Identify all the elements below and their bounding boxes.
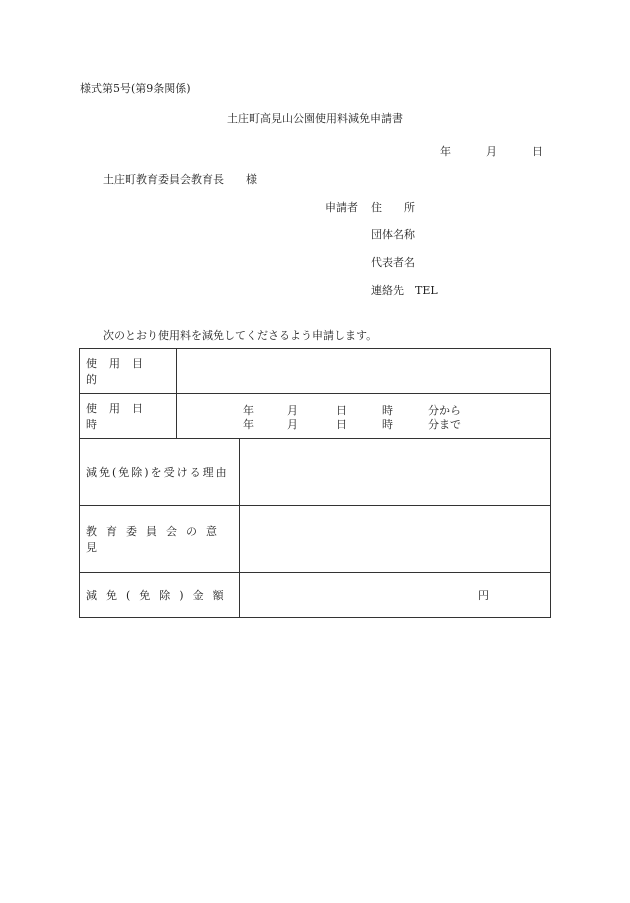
page-title: 土庄町高見山公園使用料減免申請書 — [227, 112, 403, 125]
applicant-organization: 団体名称 — [371, 228, 415, 241]
form-number: 様式第5号(第9条関係) — [80, 82, 191, 95]
to-year: 年 — [243, 418, 254, 431]
date-day: 日 — [532, 145, 543, 158]
from-day: 日 — [336, 404, 347, 417]
purpose-label: 使用目的 — [80, 349, 177, 393]
date-month: 月 — [486, 145, 497, 158]
amount-unit: 円 — [478, 589, 489, 602]
from-minute: 分から — [428, 404, 461, 417]
to-month: 月 — [287, 418, 298, 431]
row-reason — [80, 439, 550, 506]
amount-label: 減免(免除)金額 — [80, 573, 240, 617]
date-year: 年 — [440, 145, 451, 158]
datetime-from — [80, 402, 550, 416]
application-table — [79, 348, 551, 618]
row-datetime — [80, 394, 550, 439]
reason-label: 減免(免除)を受ける理由 — [80, 439, 240, 505]
applicant-address: 住 所 — [371, 201, 415, 214]
to-day: 日 — [336, 418, 347, 431]
request-text: 次のとおり使用料を減免してくださるよう申請します。 — [103, 329, 378, 342]
datetime-to — [80, 416, 550, 430]
applicant-representative: 代表者名 — [371, 256, 415, 269]
row-amount — [80, 573, 550, 617]
to-hour: 時 — [382, 418, 393, 431]
from-month: 月 — [287, 404, 298, 417]
from-hour: 時 — [382, 404, 393, 417]
opinion-label: 教育委員会の意見 — [80, 506, 240, 572]
from-year: 年 — [243, 404, 254, 417]
date-line — [440, 143, 543, 159]
addressee: 土庄町教育委員会教育長 様 — [103, 173, 257, 186]
applicant-label: 申請者 — [325, 201, 358, 214]
to-minute: 分まで — [428, 418, 461, 431]
row-opinion — [80, 506, 550, 573]
applicant-contact: 連絡先 TEL — [371, 284, 438, 297]
datetime-label: 使用日時 — [80, 394, 177, 438]
row-purpose — [80, 349, 550, 394]
